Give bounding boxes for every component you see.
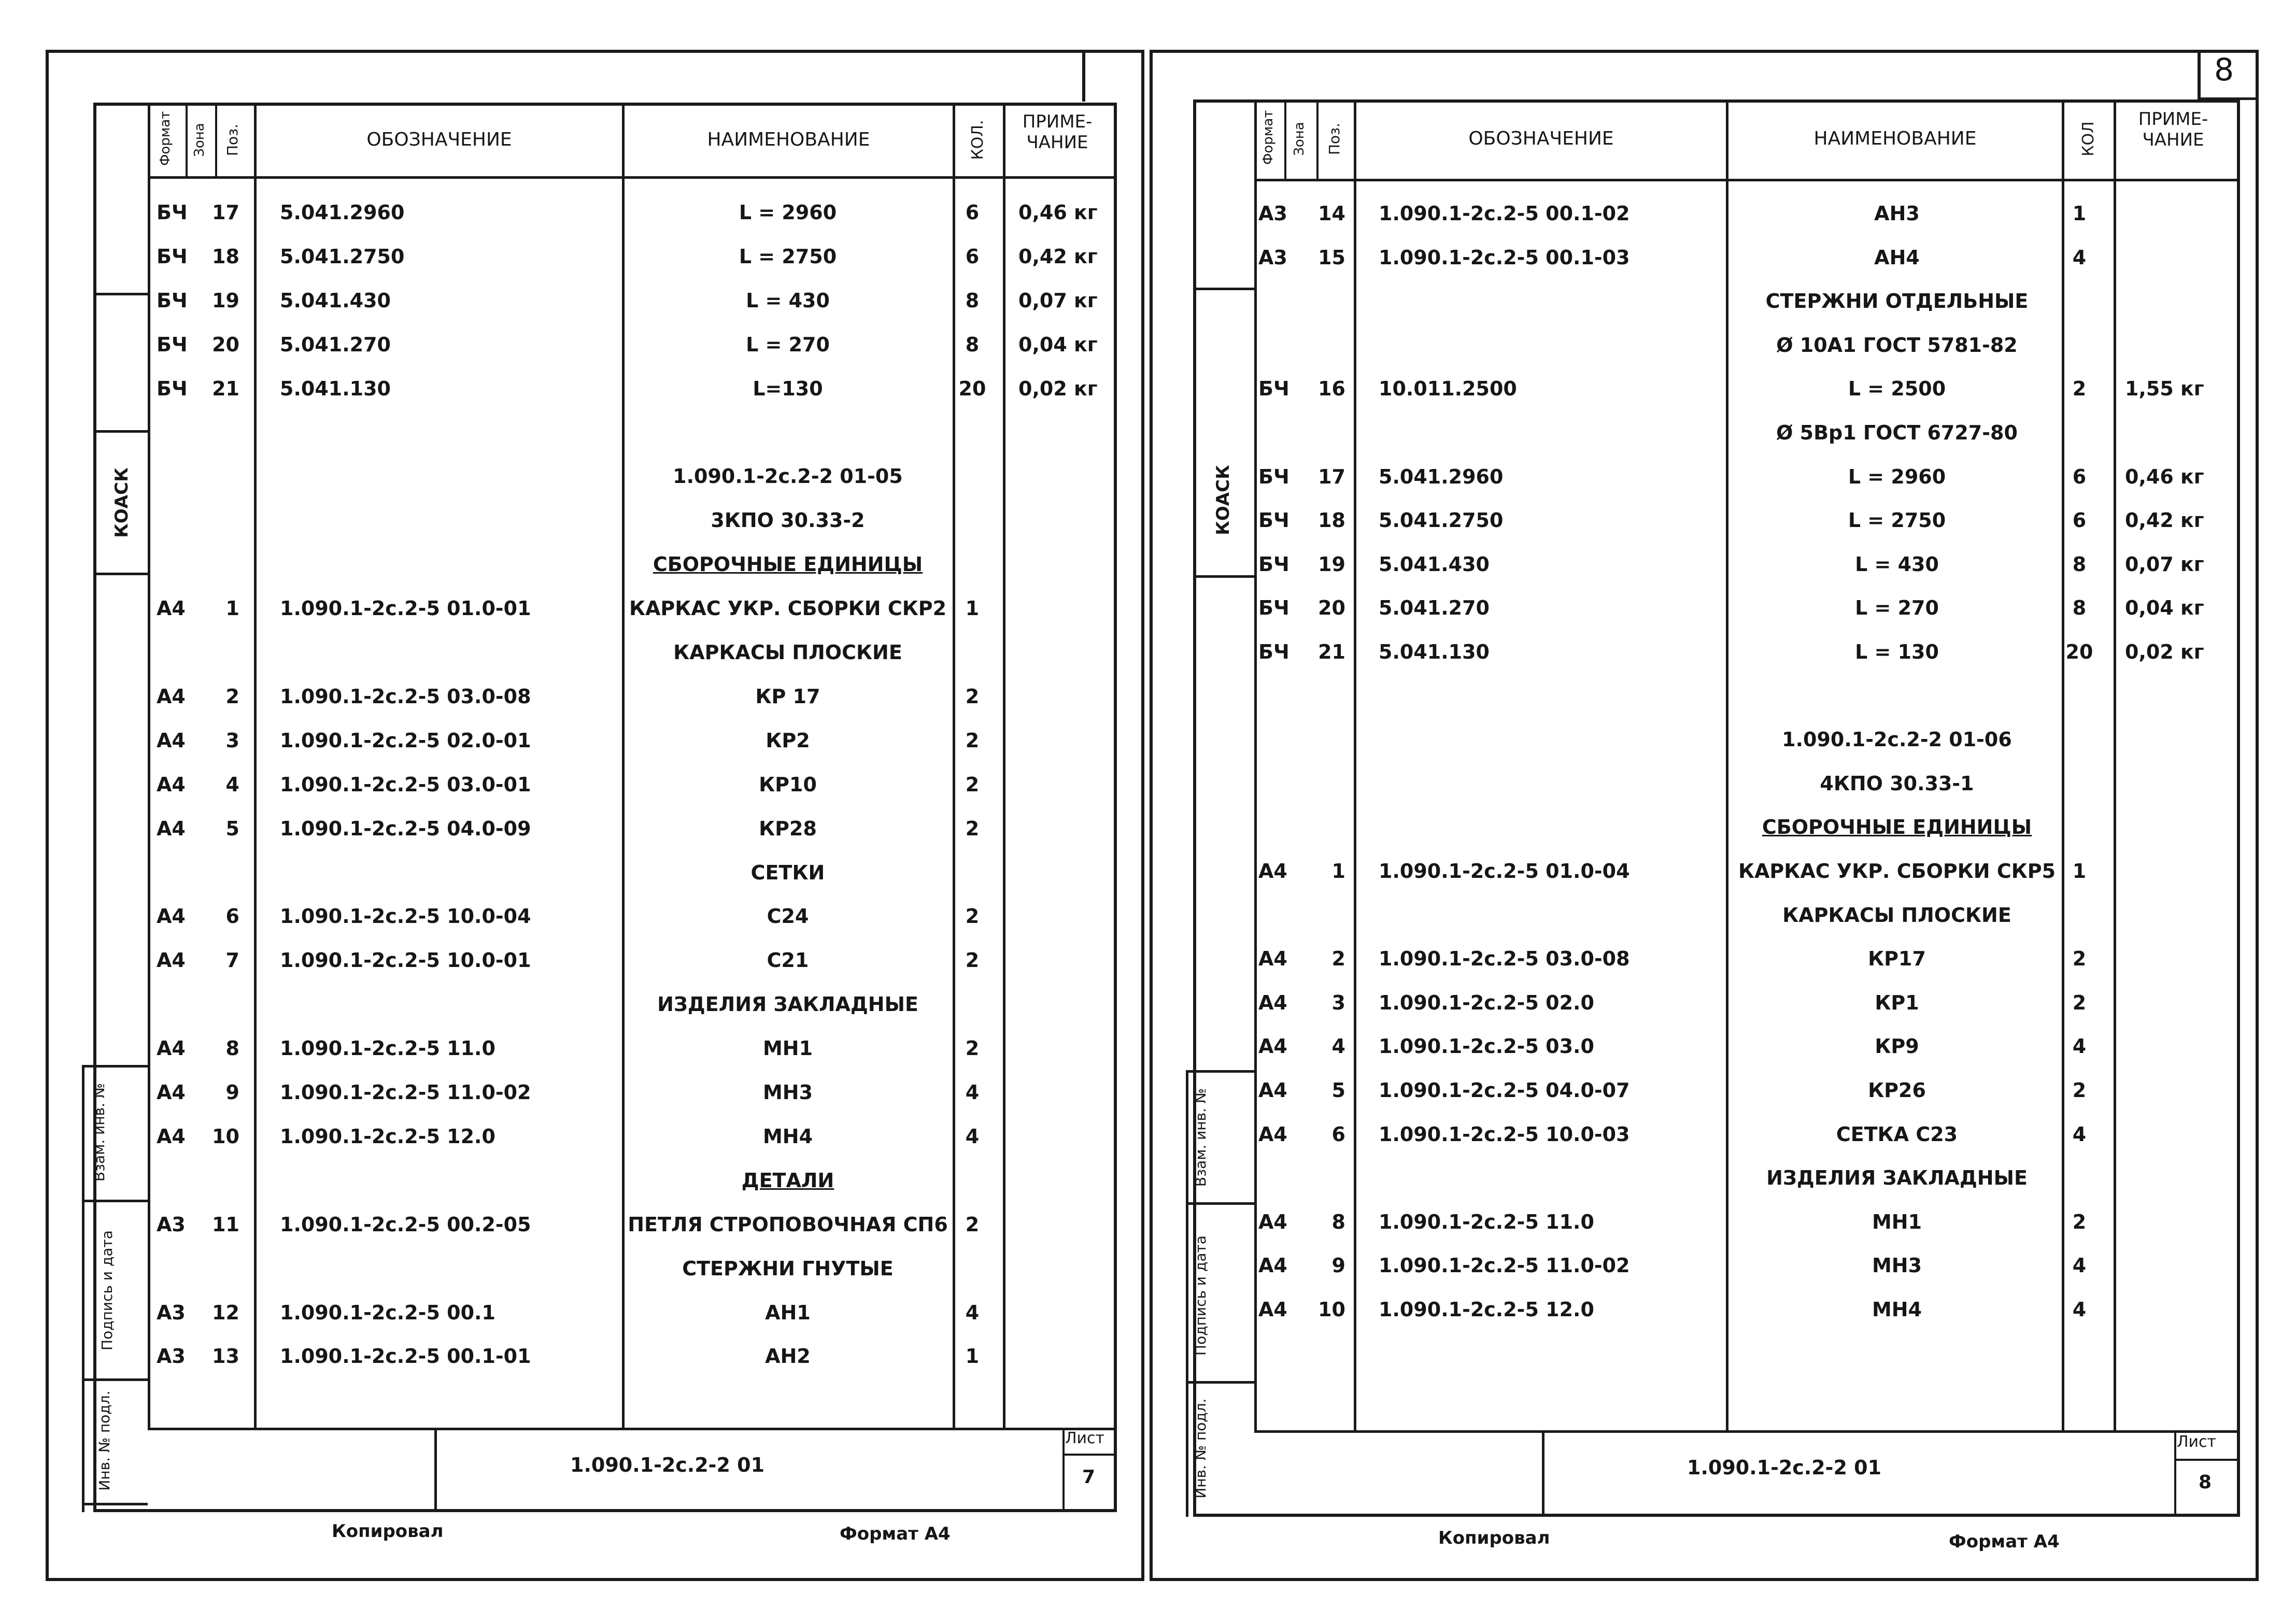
left-copied: Копировал [332,1521,444,1542]
row-format: БЧ [157,201,188,224]
row-name: L = 2960 [739,201,837,224]
row-designation: 5.041.130 [1379,641,1490,663]
row-name: КР26 [1868,1079,1926,1102]
row-pos: 6 [1331,1122,1345,1146]
right-header-note-line2: ЧАНИЕ [2142,130,2204,150]
left-strip-divider [93,430,148,433]
row-note: 0,04 кг [2125,596,2204,620]
row-note: 1,55 кг [2125,377,2204,401]
row-designation: 1.090.1-2с.2-5 01.0-01 [280,597,531,620]
row-qty: 2 [2072,947,2087,971]
row-qty: 4 [965,1125,980,1148]
row-pos: 9 [1331,1254,1345,1277]
row-pos: 19 [212,289,239,312]
row-format: А4 [157,729,186,752]
row-name: КР1 [1875,991,1919,1014]
row-qty: 6 [2072,465,2087,488]
row-name: МН1 [762,1037,813,1060]
row-pos: 3 [225,729,239,752]
row-qty: 1 [2072,202,2087,225]
row-pos: 4 [225,773,239,796]
row-qty: 4 [2072,1035,2087,1058]
row-name: КР 17 [755,685,820,708]
row-designation: 1.090.1-2с.2-5 10.0-01 [280,949,531,972]
row-designation: 10.011.2500 [1379,377,1517,401]
row-designation: 5.041.270 [280,333,391,356]
row-name: АН2 [765,1345,811,1368]
row-format: БЧ [1258,377,1289,401]
row-name: ДЕТАЛИ [741,1169,834,1192]
row-pos: 5 [225,817,239,840]
left-podpis-label: Подпись и дата [98,1230,116,1350]
right-strip-divider [1193,288,1254,290]
row-note: 0,42 кг [2125,509,2204,532]
row-qty: 2 [965,1037,980,1060]
row-designation: 1.090.1-2с.2-5 03.0 [1379,1035,1594,1058]
row-format: А4 [157,1037,186,1060]
row-name: СБОРОЧНЫЕ ЕДИНИЦЫ [1762,816,2032,839]
row-designation: 1.090.1-2с.2-5 03.0-08 [280,685,531,708]
right-col-line [1316,99,1319,179]
row-name: МН3 [1872,1254,1922,1277]
row-name: АН3 [1874,202,1920,225]
right-header-zone: Зона [1292,122,1307,156]
row-note: 0,07 кг [1018,289,1098,312]
row-pos: 2 [1331,947,1345,971]
left-header-designation: ОБОЗНАЧЕНИЕ [366,129,512,150]
left-header-note [1005,111,1109,153]
row-qty: 1 [2072,860,2087,883]
right-copied: Копировал [1438,1528,1550,1548]
row-name: L = 430 [746,289,830,312]
right-titleblock-sheet-divider [2174,1459,2240,1461]
row-pos: 15 [1318,246,1345,269]
right-header-qty: КОЛ [2079,121,2097,156]
right-col-line [1354,99,1356,1431]
row-qty: 4 [965,1081,980,1104]
left-titleblock-col [1062,1428,1065,1512]
right-podpis-label: Подпись и дата [1192,1235,1209,1356]
row-format: А4 [1258,991,1287,1014]
left-col-line [254,103,257,1429]
right-header-divider [1254,179,2240,181]
row-pos: 12 [212,1301,239,1324]
row-name: Ø 10А1 ГОСТ 5781-82 [1776,333,2018,357]
right-header-designation: ОБОЗНАЧЕНИЕ [1468,128,1614,149]
row-pos: 16 [1318,377,1345,401]
row-name: Ø 5Вр1 ГОСТ 6727-80 [1776,421,2018,444]
row-pos: 18 [1318,509,1345,532]
row-name: МН1 [1872,1210,1922,1233]
row-designation: 5.041.430 [1379,552,1490,576]
right-titleblock-col [2174,1430,2176,1517]
row-designation: 1.090.1-2с.2-5 03.0-01 [280,773,531,796]
row-name: КР9 [1875,1035,1919,1058]
row-pos: 6 [225,905,239,928]
row-pos: 11 [212,1213,239,1236]
row-pos: 13 [212,1345,239,1368]
row-format: А4 [157,685,186,708]
row-format: А4 [1258,1122,1287,1146]
left-titleblock-col [434,1428,437,1512]
left-header-qty: КОЛ. [969,120,987,160]
left-header-divider [148,176,1117,179]
row-note: 0,02 кг [1018,377,1098,400]
row-name: СЕТКА С23 [1836,1122,1958,1146]
row-qty: 8 [2072,596,2087,620]
row-qty: 8 [965,289,980,312]
row-designation: 1.090.1-2с.2-5 02.0-01 [280,729,531,752]
left-koack-label: КОАСК [111,467,132,538]
row-format: БЧ [1258,641,1289,663]
left-header-pos: Поз. [224,124,241,156]
row-designation: 1.090.1-2с.2-5 02.0 [1379,991,1594,1014]
row-qty: 6 [965,245,980,268]
row-qty: 8 [2072,552,2087,576]
row-format: А3 [157,1301,186,1324]
row-designation: 1.090.1-2с.2-5 04.0-09 [280,817,531,840]
row-name: КР17 [1868,947,1926,971]
right-titleblock-col [1542,1430,1544,1517]
row-format: А4 [157,905,186,928]
row-designation: 1.090.1-2с.2-5 12.0 [280,1125,495,1148]
left-vzam-label: Взам. инв. № [91,1083,108,1182]
row-name: L=130 [753,377,823,400]
right-header-note [2116,109,2230,150]
row-name: МН4 [1872,1298,1922,1321]
left-header-format: Формат [158,111,173,166]
right-header-name: НАИМЕНОВАНИЕ [1813,128,1977,149]
row-format: БЧ [157,245,188,268]
row-format: А4 [157,597,186,620]
row-designation: 1.090.1-2с.2-5 00.2-05 [280,1213,531,1236]
row-designation: 1.090.1-2с.2-5 00.1-01 [280,1345,531,1368]
row-name: АН4 [1874,246,1920,269]
row-format: А4 [157,949,186,972]
row-pos: 10 [1318,1298,1345,1321]
row-name: L = 430 [1855,552,1939,576]
row-format: А4 [157,1081,186,1104]
row-pos: 8 [1331,1210,1345,1233]
row-designation: 5.041.130 [280,377,391,400]
right-titleblock-top [1254,1430,2240,1433]
row-format: А4 [1258,1035,1287,1058]
row-qty: 6 [965,201,980,224]
right-strip-outer [1186,1070,1188,1517]
row-designation: 1.090.1-2с.2-5 04.0-07 [1379,1079,1630,1102]
left-header-name: НАИМЕНОВАНИЕ [707,129,870,150]
row-note: 0,42 кг [1018,245,1098,268]
row-qty: 2 [2072,1210,2087,1233]
row-format: БЧ [157,377,188,400]
row-qty: 4 [2072,1122,2087,1146]
row-pos: 17 [1318,465,1345,488]
left-strip-divider [93,573,148,575]
row-designation: 5.041.2960 [1379,465,1504,488]
row-format: А4 [1258,1298,1287,1321]
row-designation: 1.090.1-2с.2-5 00.1 [280,1301,495,1324]
row-format: БЧ [157,333,188,356]
row-designation: 5.041.270 [1379,596,1490,620]
row-designation: 1.090.1-2с.2-5 11.0-02 [280,1081,531,1104]
row-note: 0,02 кг [2125,641,2204,663]
row-format: А4 [157,773,186,796]
row-name: 3КПО 30.33-2 [711,509,865,532]
row-name: L = 2960 [1848,465,1946,488]
row-format: А4 [1258,947,1287,971]
right-strip-divider [1186,1070,1254,1073]
row-pos: 10 [212,1125,239,1148]
right-sheet-label: Лист [2177,1433,2217,1451]
right-header-format: Формат [1260,110,1276,165]
row-name: С24 [767,905,809,928]
row-qty: 1 [965,597,980,620]
row-pos: 3 [1331,991,1345,1014]
left-header-note-line1: ПРИМЕ- [1022,111,1093,132]
row-format: А4 [157,1125,186,1148]
row-pos: 21 [212,377,239,400]
row-name: ПЕТЛЯ СТРОПОВОЧНАЯ СП6 [628,1213,948,1236]
row-qty: 4 [2072,246,2087,269]
row-designation: 1.090.1-2с.2-5 11.0 [1379,1210,1594,1233]
row-designation: 1.090.1-2с.2-5 11.0 [280,1037,495,1060]
row-name: КАРКАС УКР. СБОРКИ СКР5 [1738,860,2056,883]
row-qty: 20 [2065,641,2093,663]
row-format: БЧ [1258,509,1289,532]
row-name: КАРКАСЫ ПЛОСКИЕ [673,641,902,664]
right-koack-label: КОАСК [1213,465,1234,535]
row-name: КАРКАСЫ ПЛОСКИЕ [1782,903,2011,927]
row-designation: 1.090.1-2с.2-5 01.0-04 [1379,860,1630,883]
right-format: Формат А4 [1949,1531,2060,1552]
row-format: А4 [157,817,186,840]
left-titleblock-top [148,1428,1117,1430]
left-top-corner-box [1082,50,1085,102]
row-format: А3 [157,1345,186,1368]
row-qty: 2 [965,729,980,752]
row-name: АН1 [765,1301,811,1324]
left-format: Формат А4 [840,1524,951,1544]
row-pos: 21 [1318,641,1345,663]
row-qty: 8 [965,333,980,356]
row-qty: 2 [965,949,980,972]
row-format: БЧ [157,289,188,312]
left-col-line [186,103,188,176]
row-note: 0,46 кг [1018,201,1098,224]
row-name: СЕТКИ [750,861,825,884]
row-pos: 8 [225,1037,239,1060]
row-name: L = 130 [1855,641,1939,663]
left-inv-label: Инв. № подл. [96,1390,113,1491]
left-strip-divider [82,1065,148,1068]
row-pos: 9 [225,1081,239,1104]
left-col-line [215,103,217,176]
row-name: ИЗДЕЛИЯ ЗАКЛАДНЫЕ [657,993,918,1016]
right-sheet-number: 8 [2199,1472,2212,1493]
right-header-pos: Поз. [1326,123,1343,155]
row-designation: 5.041.430 [280,289,391,312]
row-format: А3 [157,1213,186,1236]
row-name: СТЕРЖНИ ГНУТЫЕ [682,1257,894,1280]
row-name: КР2 [766,729,810,752]
row-qty: 2 [965,685,980,708]
row-pos: 7 [225,949,239,972]
row-qty: 2 [965,773,980,796]
left-sheet-number: 7 [1082,1467,1096,1488]
left-doc-code: 1.090.1-2с.2-2 01 [570,1454,765,1476]
row-format: А4 [1258,860,1287,883]
left-header-note-line2: ЧАНИЕ [1026,132,1088,153]
left-titleblock-sheet-divider [1062,1454,1117,1456]
row-pos: 17 [212,201,239,224]
right-col-line [1284,99,1286,179]
right-page-number: 8 [2214,52,2234,88]
row-name: КАРКАС УКР. СБОРКИ СКР2 [629,597,947,620]
row-designation: 1.090.1-2с.2-5 00.1-02 [1379,202,1630,225]
row-designation: 5.041.2750 [1379,509,1504,532]
row-qty: 2 [965,1213,980,1236]
row-qty: 2 [965,817,980,840]
row-name: L = 2500 [1848,377,1946,401]
row-name: СБОРОЧНЫЕ ЕДИНИЦЫ [653,553,923,576]
row-name: L = 270 [1855,596,1939,620]
row-qty: 2 [2072,377,2087,401]
row-name: L = 270 [746,333,830,356]
row-name: МН4 [762,1125,813,1148]
row-format: А4 [1258,1254,1287,1277]
row-designation: 1.090.1-2с.2-5 11.0-02 [1379,1254,1630,1277]
row-pos: 1 [1331,860,1345,883]
row-note: 0,04 кг [1018,333,1098,356]
row-name: МН3 [762,1081,813,1104]
row-format: БЧ [1258,552,1289,576]
row-format: БЧ [1258,596,1289,620]
row-designation: 1.090.1-2с.2-5 10.0-03 [1379,1122,1630,1146]
row-qty: 4 [2072,1298,2087,1321]
row-format: А4 [1258,1079,1287,1102]
row-designation: 1.090.1-2с.2-5 10.0-04 [280,905,531,928]
row-note: 0,46 кг [2125,465,2204,488]
row-pos: 18 [212,245,239,268]
row-qty: 2 [965,905,980,928]
row-designation: 5.041.2750 [280,245,405,268]
row-qty: 1 [965,1345,980,1368]
row-designation: 1.090.1-2с.2-5 03.0-08 [1379,947,1630,971]
row-format: А3 [1258,202,1287,225]
row-pos: 19 [1318,552,1345,576]
row-pos: 20 [212,333,239,356]
row-qty: 2 [2072,991,2087,1014]
row-pos: 2 [225,685,239,708]
left-header-zone: Зона [192,123,207,157]
left-sheet-label: Лист [1065,1429,1105,1447]
row-pos: 14 [1318,202,1345,225]
row-name: СТЕРЖНИ ОТДЕЛЬНЫЕ [1765,290,2029,313]
row-name: КР10 [759,773,817,796]
row-qty: 20 [958,377,986,400]
row-name: 4КПО 30.33-1 [1820,772,1974,795]
row-name: L = 2750 [1848,509,1946,532]
row-pos: 4 [1331,1035,1345,1058]
row-name: С21 [767,949,809,972]
row-name: КР28 [759,817,817,840]
row-note: 0,07 кг [2125,552,2204,576]
right-strip-divider [1186,1202,1254,1205]
row-designation: 1.090.1-2с.2-5 12.0 [1379,1298,1594,1321]
right-header-note-line1: ПРИМЕ- [2138,109,2208,130]
row-name: 1.090.1-2с.2-2 01-05 [673,465,903,488]
row-name: ИЗДЕЛИЯ ЗАКЛАДНЫЕ [1766,1166,2028,1190]
row-format: БЧ [1258,465,1289,488]
row-pos: 1 [225,597,239,620]
right-page-number-box-left [2198,50,2201,99]
row-qty: 6 [2072,509,2087,532]
row-format: А4 [1258,1210,1287,1233]
row-pos: 5 [1331,1079,1345,1102]
right-vzam-label: Взам. инв. № [1192,1088,1209,1187]
left-strip-divider [82,1200,148,1202]
left-strip-outer [82,1065,84,1512]
row-qty: 4 [965,1301,980,1324]
row-qty: 2 [2072,1079,2087,1102]
row-qty: 4 [2072,1254,2087,1277]
right-doc-code: 1.090.1-2с.2-2 01 [1687,1456,1882,1479]
row-format: А3 [1258,246,1287,269]
row-name: 1.090.1-2с.2-2 01-06 [1782,728,2012,751]
row-pos: 20 [1318,596,1345,620]
right-inv-label: Инв. № подл. [1192,1398,1209,1499]
row-designation: 5.041.2960 [280,201,405,224]
row-designation: 1.090.1-2с.2-5 00.1-03 [1379,246,1630,269]
row-name: L = 2750 [739,245,837,268]
